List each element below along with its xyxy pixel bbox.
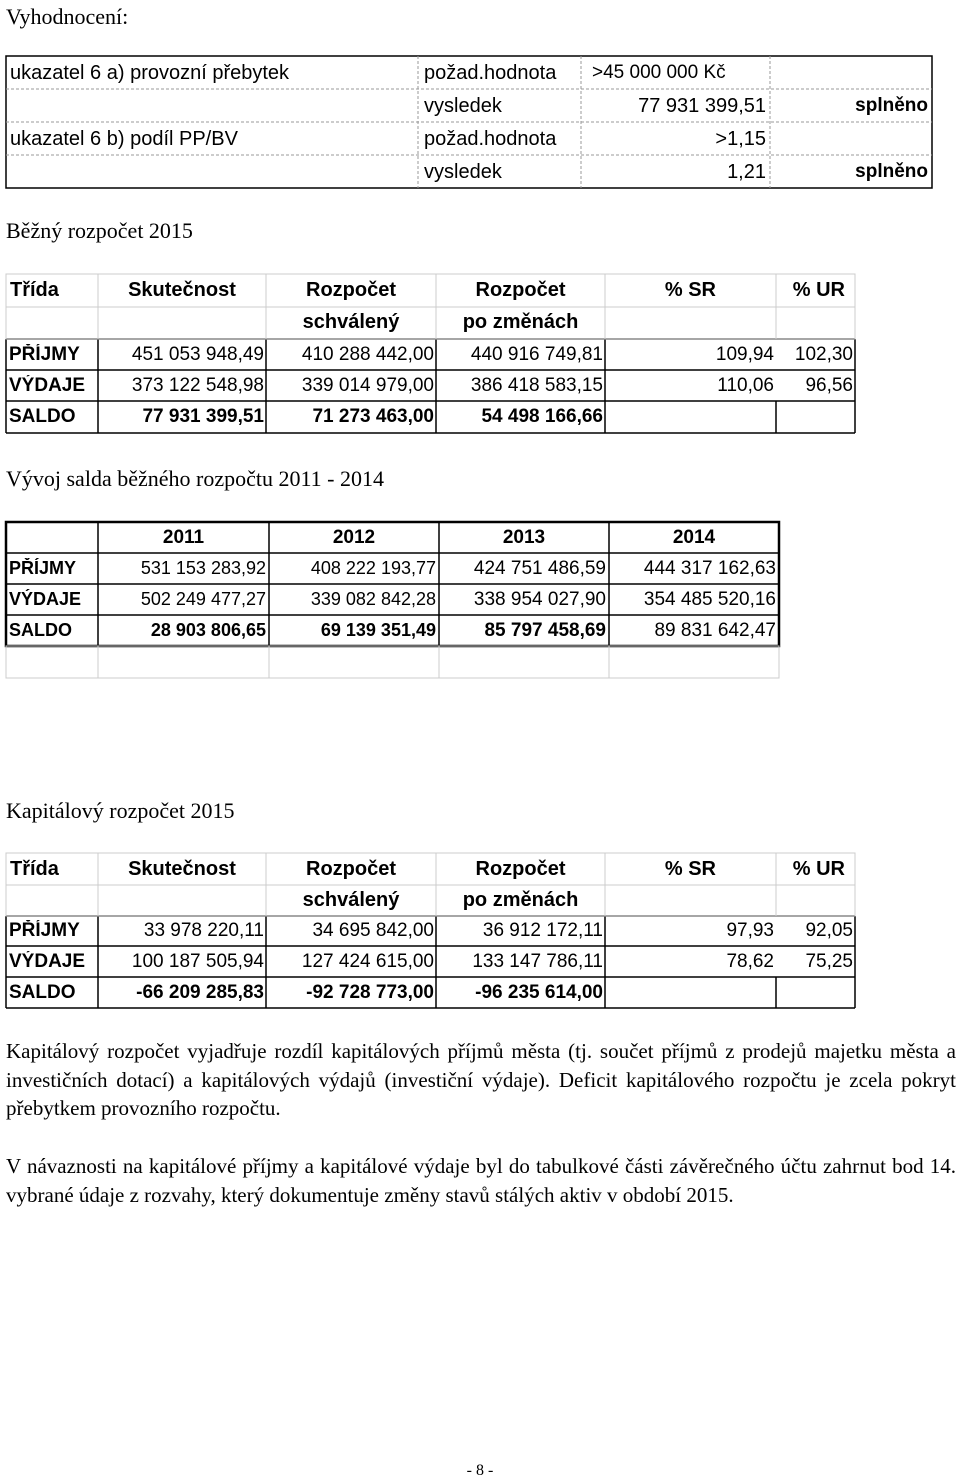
table-cell: 502 249 477,27 bbox=[140, 589, 266, 609]
column-header: Rozpočet bbox=[475, 858, 566, 880]
table-cell: 339 014 979,00 bbox=[301, 375, 434, 396]
table-cell: 408 222 193,77 bbox=[310, 558, 436, 578]
year-header: 2013 bbox=[502, 527, 546, 548]
table-cell: 36 912 172,11 bbox=[482, 920, 603, 941]
paragraph: Kapitálový rozpočet vyjadřuje rozdíl kapitálových příjmů města (tj. součet příjmů z prodejů majetku města a investičních dotací) a kapitálových výdajů (investiční výdaje). Deficit kapitálového rozpočtu je zcela pokryt přebytkem provozního rozpočtu. bbox=[6, 1039, 956, 1120]
column-header: Rozpočet bbox=[475, 279, 566, 301]
table-cell: 133 147 786,11 bbox=[472, 951, 603, 972]
evaluation-label: ukazatel 6 a) provozní přebytek bbox=[10, 62, 290, 84]
evaluation-kind: vysledek bbox=[424, 161, 502, 183]
paragraph: V návaznosti na kapitálové příjmy a kapitálové výdaje byl do tabulkové části závěrečného účtu zahrnut bod 14. vybrané údaje z rozvahy, který dokumentuje změny stavů stálých aktiv v období 2015. bbox=[6, 1154, 956, 1207]
table-cell: -92 728 773,00 bbox=[306, 982, 434, 1003]
evaluation-status: splněno bbox=[855, 95, 928, 116]
row-label: PŘÍJMY bbox=[9, 558, 77, 578]
table-cell: 444 317 162,63 bbox=[643, 558, 776, 579]
table-cell: 96,56 bbox=[805, 375, 853, 396]
table-cell: -66 209 285,83 bbox=[136, 982, 264, 1003]
table-cell: 78,62 bbox=[726, 951, 774, 972]
row-label: PŘÍJMY bbox=[9, 344, 80, 365]
evaluation-heading: Vyhodnocení: bbox=[6, 4, 129, 29]
row-label: SALDO bbox=[9, 982, 76, 1003]
table-cell: 28 903 806,65 bbox=[150, 620, 266, 640]
evaluation-value: >45 000 000 Kč bbox=[592, 62, 726, 83]
table-cell: 109,94 bbox=[715, 344, 774, 365]
column-header: Skutečnost bbox=[128, 279, 236, 301]
evaluation-kind: požad.hodnota bbox=[424, 128, 557, 150]
table-cell: 75,25 bbox=[805, 951, 853, 972]
table-cell: 339 082 842,28 bbox=[310, 589, 436, 609]
year-header: 2014 bbox=[672, 527, 716, 548]
row-label: VÝDAJE bbox=[9, 589, 82, 609]
column-header: Skutečnost bbox=[128, 858, 236, 880]
row-label: VÝDAJE bbox=[9, 951, 86, 972]
evaluation-label: ukazatel 6 b) podíl PP/BV bbox=[10, 128, 238, 150]
evaluation-value: 1,21 bbox=[727, 161, 766, 183]
table-cell: 410 288 442,00 bbox=[301, 344, 434, 365]
table-cell: 451 053 948,49 bbox=[131, 344, 264, 365]
table-cell: 424 751 486,59 bbox=[473, 558, 606, 579]
table-cell: 71 273 463,00 bbox=[312, 406, 434, 427]
column-subheader: po změnách bbox=[462, 889, 579, 911]
column-header: % UR bbox=[792, 858, 845, 880]
row-label: SALDO bbox=[9, 620, 72, 640]
table-cell: 338 954 027,90 bbox=[473, 589, 606, 610]
balance-trend-heading: Vývoj salda běžného rozpočtu 2011 - 2014 bbox=[6, 466, 384, 491]
table-cell: 102,30 bbox=[794, 344, 853, 365]
table-cell: 440 916 749,81 bbox=[470, 344, 603, 365]
table-cell: 77 931 399,51 bbox=[142, 406, 264, 427]
evaluation-kind: požad.hodnota bbox=[424, 62, 557, 84]
page-number: - 8 - bbox=[466, 1462, 494, 1479]
evaluation-value: >1,15 bbox=[715, 128, 766, 150]
column-header: Třída bbox=[10, 858, 59, 880]
table-cell: 386 418 583,15 bbox=[470, 375, 603, 396]
column-header: Rozpočet bbox=[306, 279, 396, 301]
table-cell: 34 695 842,00 bbox=[312, 920, 434, 941]
table-cell: 354 485 520,16 bbox=[643, 589, 776, 610]
column-header: % SR bbox=[664, 858, 716, 880]
column-header: % UR bbox=[792, 279, 845, 301]
year-header: 2011 bbox=[162, 527, 205, 548]
year-header: 2012 bbox=[332, 527, 376, 548]
row-label: SALDO bbox=[9, 406, 76, 427]
table-cell: 69 139 351,49 bbox=[320, 620, 436, 640]
column-subheader: schválený bbox=[302, 311, 400, 333]
row-label: PŘÍJMY bbox=[9, 920, 80, 941]
column-header: Třída bbox=[10, 279, 59, 301]
table-cell: 110,06 bbox=[717, 375, 774, 396]
column-header: Rozpočet bbox=[306, 858, 396, 880]
column-header: % SR bbox=[664, 279, 716, 301]
row-label: VÝDAJE bbox=[9, 375, 86, 396]
table-cell: 127 424 615,00 bbox=[301, 951, 434, 972]
capital-budget-heading: Kapitálový rozpočet 2015 bbox=[6, 798, 235, 823]
table-cell: 92,05 bbox=[805, 920, 853, 941]
table-cell: 89 831 642,47 bbox=[654, 620, 776, 641]
evaluation-status: splněno bbox=[855, 161, 928, 182]
table-cell: 54 498 166,66 bbox=[481, 406, 603, 427]
evaluation-value: 77 931 399,51 bbox=[638, 95, 766, 117]
column-subheader: schválený bbox=[302, 889, 400, 911]
table-cell: 100 187 505,94 bbox=[131, 951, 264, 972]
current-budget-heading: Běžný rozpočet 2015 bbox=[6, 218, 193, 243]
table-cell: 33 978 220,11 bbox=[143, 920, 264, 941]
evaluation-kind: vysledek bbox=[424, 95, 502, 117]
table-cell: 85 797 458,69 bbox=[484, 620, 606, 641]
table-cell: -96 235 614,00 bbox=[475, 982, 603, 1003]
table-cell: 373 122 548,98 bbox=[131, 375, 264, 396]
table-cell: 531 153 283,92 bbox=[140, 558, 266, 578]
column-subheader: po změnách bbox=[462, 311, 579, 333]
table-cell: 97,93 bbox=[726, 920, 774, 941]
